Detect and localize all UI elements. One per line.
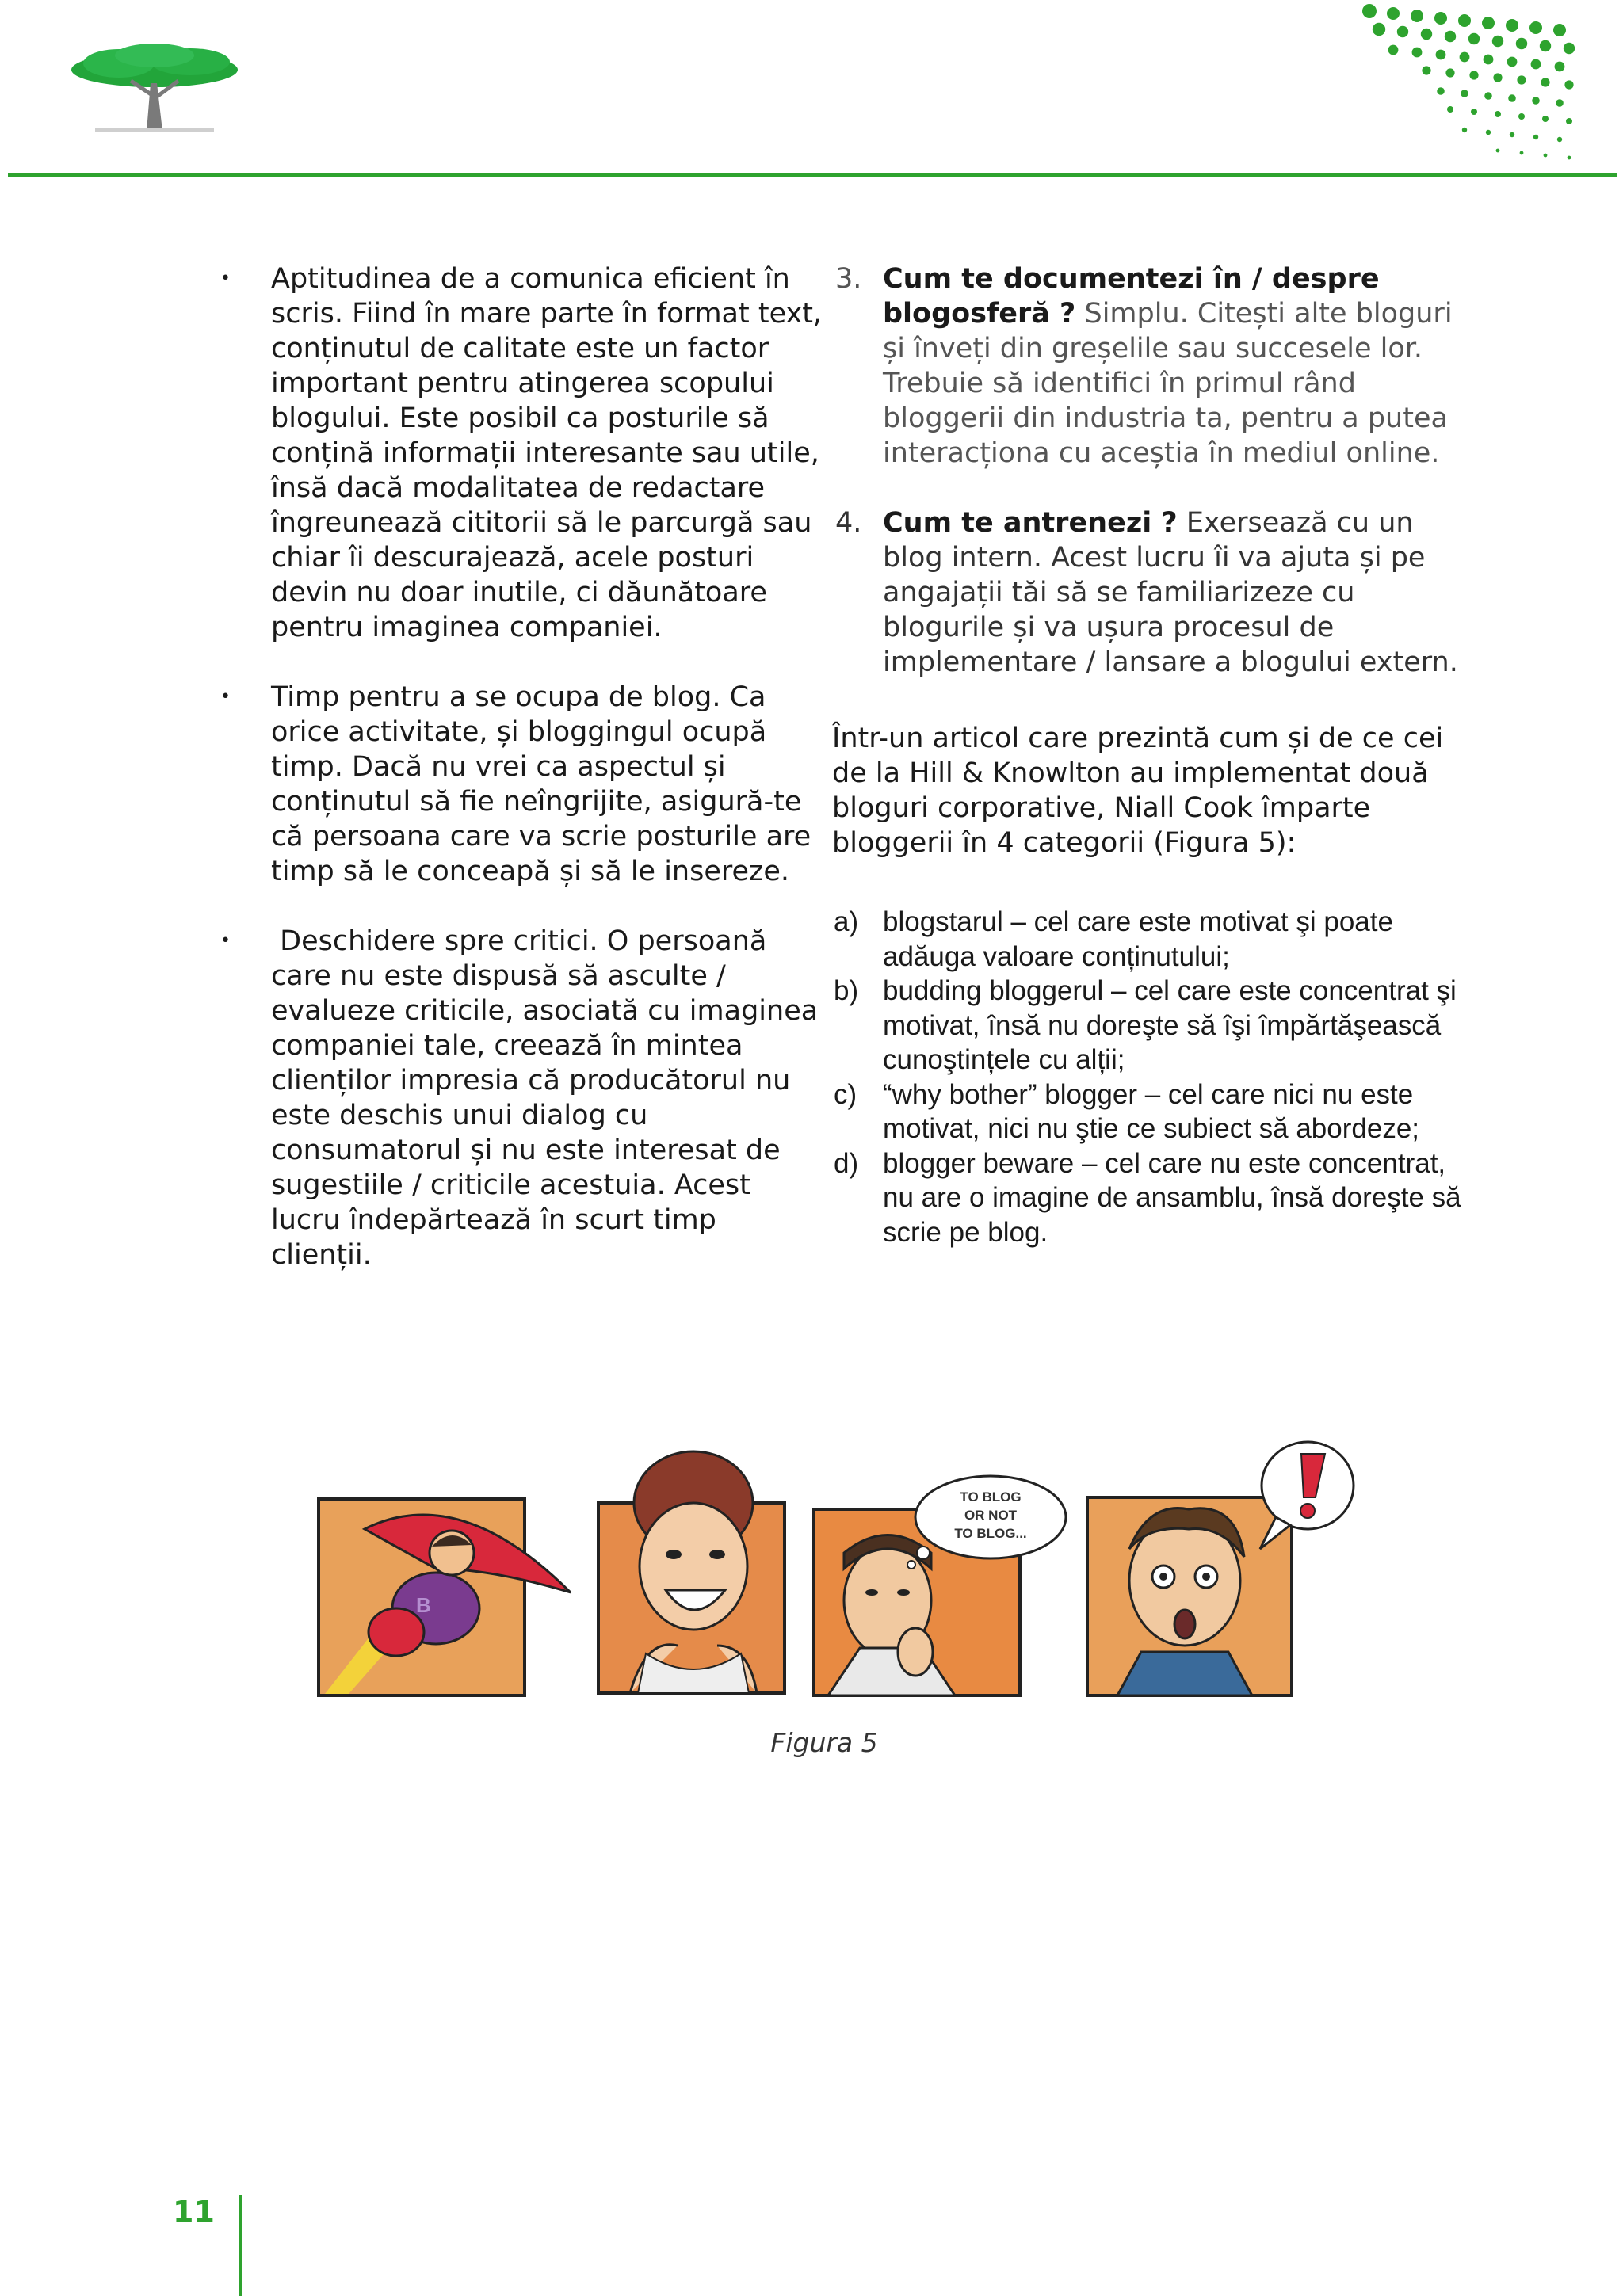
green-dot [1460,52,1470,63]
green-dot [1462,128,1467,132]
category-text: “why bother” blogger – cel care nici nu este motivat, nici nu ştie ce subiect să abordeze; [883,1078,1420,1144]
green-dot [1518,113,1525,120]
green-dot [1486,130,1491,135]
green-dot [1529,21,1542,34]
green-dot [1437,87,1445,95]
green-dot [1411,10,1423,22]
category-text: blogger beware – cel care nu este concentrat, nu are o imagine de ansamblu, însă doreşte să scrie pe blog. [883,1147,1461,1248]
green-dot [1484,55,1494,65]
category-item [832,905,1482,974]
tree-logo-icon [63,40,246,143]
item-text: Exersează cu un blog intern. Acest lucru îi va ajuta și pe angajații tăi să se familiarizeze cu blogurile și va ușura procesul de implementare / lansare a blogului extern. [883,507,1458,678]
green-dot [1458,14,1471,27]
green-dot [1533,135,1538,139]
green-dot [1541,78,1549,86]
category-item [832,974,1482,1077]
bullet-text: Timp pentru a se ocupa de blog. Ca orice activitate, și bloggingul ocupă timp. Dacă nu vrei ca aspectul și conținutul să fie neîngrijite, asigură-te că persoana care va scrie posturile are timp să le conceapă și să le insereze. [271,681,812,887]
green-dot [1496,149,1500,153]
category-letter: c) [834,1078,857,1110]
left-column [214,261,827,1307]
green-dot [1531,59,1541,70]
figure-5 [317,1438,1363,1699]
figure-caption: Figura 5 [770,1727,878,1758]
green-dot [1445,68,1454,77]
green-dot [1566,118,1572,124]
green-dot [1555,62,1565,72]
green-dot [1516,38,1527,49]
green-dot [1412,48,1423,58]
green-dot [1564,43,1575,54]
green-dot [1434,12,1447,25]
item-number: 3. [835,263,862,295]
bullet-icon: • [220,687,231,707]
bullet-text: Deschidere spre critici. O persoană care nu este dispusă să asculte / evalueze criticile, asociată cu imaginea companiei tale, creează în mintea clienților impresia că producătorul nu este deschis unui dialog cu consumatorul și nu este interesat de sugestiile / criticile acestuia. Acest lucru îndepărtează în scurt timp clienții. [271,925,827,1271]
green-dot [1362,4,1377,18]
green-dot [1492,36,1503,47]
item-number: 4. [835,507,862,539]
item-heading: Cum te documentezi în / despre blogosferă ? [883,263,1380,330]
green-dot [1540,40,1551,51]
green-dot [1373,23,1385,36]
green-dot [1568,156,1571,160]
category-text: budding bloggerul – cel care este concentrat şi motivat, însă nu doreşte să îşi împărtăşească cunoştințele cu alții; [883,975,1457,1075]
bullet-icon: • [220,931,231,951]
green-dot [1507,57,1518,67]
green-dot [1508,94,1516,102]
intro-paragraph: Într-un articol care prezintă cum și de ce cei de la Hill & Knowlton au implementat două bloguri corporative, Niall Cook împarte bloggerii în 4 categorii (Figura 5): [832,723,1444,859]
green-dot [1510,132,1514,137]
green-dot [1482,17,1495,29]
category-letter: a) [834,906,859,937]
svg-text:B: B [416,1593,431,1617]
right-column [832,261,1482,1249]
green-dot [1517,75,1526,84]
green-dot [1553,24,1566,36]
green-dot [1484,92,1492,100]
category-item [832,1077,1482,1146]
green-dot [1556,99,1564,107]
green-dot [1532,97,1540,105]
excited-woman-illustration-icon [590,1447,792,1699]
category-list [832,905,1482,1249]
svg-text:TO BLOG...: TO BLOG... [954,1526,1027,1541]
svg-text:OR NOT: OR NOT [964,1508,1018,1523]
green-dot [1564,80,1573,89]
green-dot [1447,106,1453,113]
green-dot [1388,45,1399,55]
green-dot [1469,71,1478,79]
green-dot [1542,116,1549,122]
bullet-item [214,261,824,645]
green-dot [1544,154,1548,158]
svg-text:TO BLOG: TO BLOG [960,1489,1022,1505]
green-dots-decoration [1306,0,1575,166]
green-dot [1520,151,1524,155]
header-rule [8,173,1617,177]
green-dot [1471,109,1477,115]
category-letter: b) [834,975,859,1006]
green-dot [1495,111,1501,117]
green-dot [1397,26,1408,37]
green-dot [1493,73,1502,82]
item-text: Simplu. Citești alte bloguri și înveți din greșelile sau succesele lor. Trebuie să identifici în primul rând bloggerii din industria ta, pentru a putea interacționa cu aceștia în mediul online. [883,298,1453,469]
thinking-man-illustration-icon [812,1474,1074,1699]
bullet-text: Aptitudinea de a comunica eficient în scris. Fiind în mare parte în format text, conținutul de calitate este un factor important pentru atingerea scopului blogului. Este posibil ca posturile să conțină informații interesante sau utile, însă dacă modalitatea de redactare îngreunează cititorii să le parcurgă sau chiar îi descurajează, acele posturi devin nu doar inutile, ci dăunătoare pentru imaginea companiei. [271,263,823,643]
category-item [832,1146,1482,1250]
category-letter: d) [834,1147,859,1179]
bullet-item [214,680,824,889]
green-dot [1421,29,1432,40]
green-dot [1436,50,1446,60]
numbered-item [832,505,1482,680]
green-dot [1506,19,1518,32]
footer-rule [239,2195,242,2296]
green-dot [1387,7,1400,20]
bullet-icon: • [220,269,231,288]
surprised-man-illustration-icon [1086,1438,1363,1699]
green-dot [1445,31,1456,42]
numbered-item [832,261,1482,471]
bullet-item [214,924,827,1272]
category-text: blogstarul – cel care este motivat şi poate adăuga valoare conținutului; [883,906,1393,972]
green-dot [1422,66,1430,74]
item-heading: Cum te antrenezi ? [883,507,1178,539]
superhero-illustration-icon [317,1497,579,1699]
green-dot [1557,137,1562,142]
green-dot [1468,33,1480,44]
page-number: 11 [173,2195,215,2229]
green-dot [1461,90,1468,97]
